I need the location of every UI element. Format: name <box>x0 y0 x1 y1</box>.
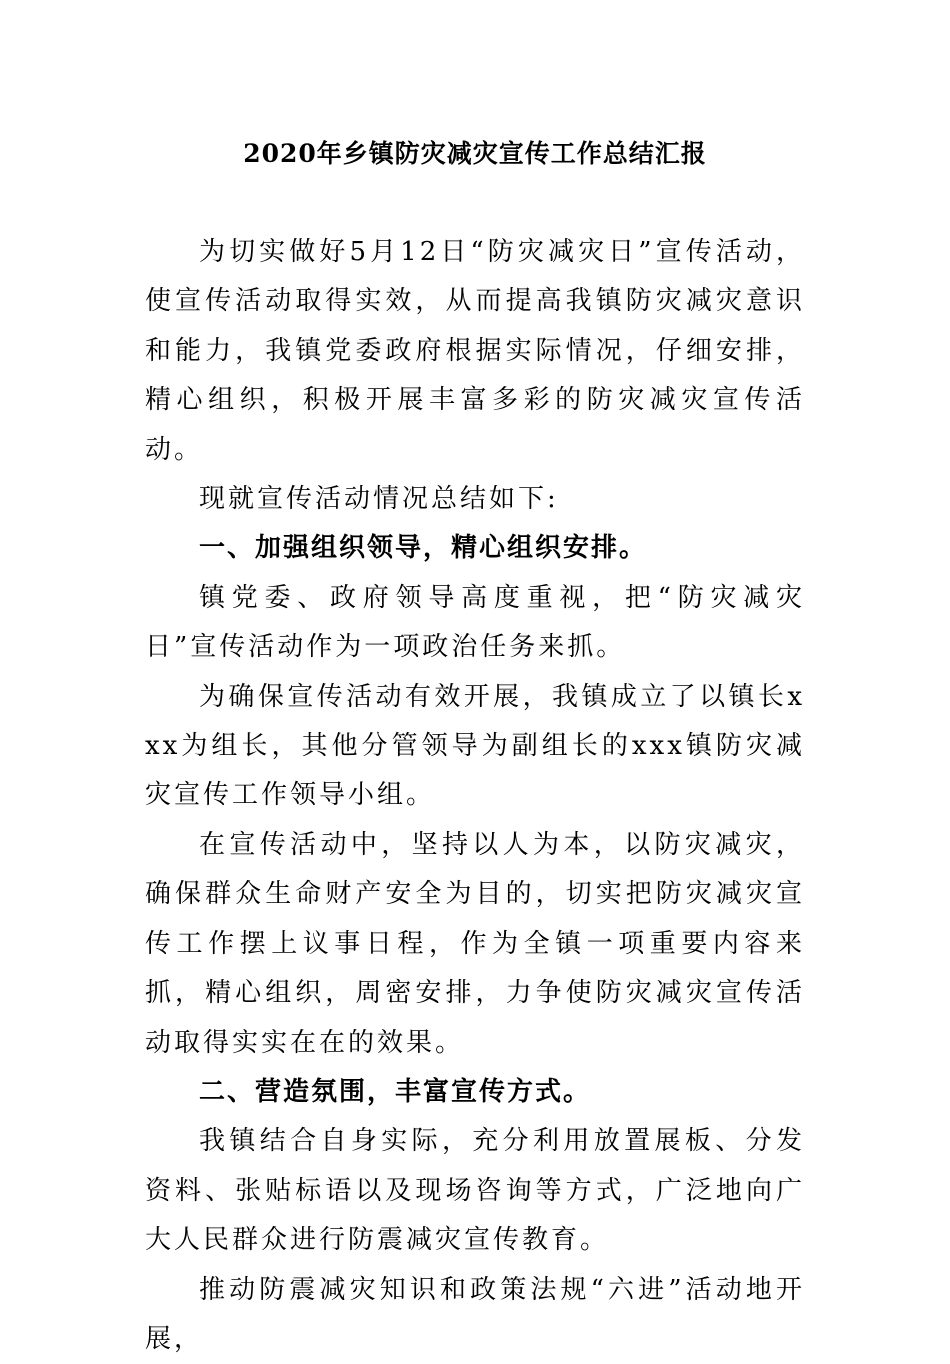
document-body <box>145 228 805 1364</box>
document-title: 2020年乡镇防灾减灾宣传工作总结汇报 <box>243 139 707 168</box>
section-heading-2: 二、营造氛围，丰富宣传方式。 <box>199 1076 592 1107</box>
section-heading-1: 一、加强组织领导，精心组织安排。 <box>199 533 648 564</box>
paragraph-six-entries: 推动防震减灾知识和政策法规“六进”活动地开展， <box>145 1274 805 1354</box>
paragraph-working-group: 为确保宣传活动有效开展，我镇成立了以镇长xxx为组长，其他分管领导为副组长的xxx镇防灾减灾宣传工作领导小组。 <box>145 681 805 811</box>
paragraph-methods: 我镇结合自身实际，充分利用放置展板、分发资料、张贴标语以及现场咨询等方式，广泛地向广大人民群众进行防震减灾宣传教育。 <box>145 1126 805 1256</box>
paragraph-leadership: 镇党委、政府领导高度重视，把“防灾减灾日”宣传活动作为一项政治任务来抓。 <box>145 582 805 663</box>
paragraph-intro: 为切实做好5月12日“防灾减灾日”宣传活动，使宣传活动取得实效，从而提高我镇防灾减灾意识和能力，我镇党委政府根据实际情况，仔细安排，精心组织，积极开展丰富多彩的防灾减灾宣传活动。 <box>145 237 805 465</box>
paragraph-summary-lead: 现就宣传活动情况总结如下: <box>199 484 559 515</box>
paragraph-people-first: 在宣传活动中，坚持以人为本，以防灾减灾，确保群众生命财产安全为目的，切实把防灾减灾宣传工作摆上议事日程，作为全镇一项重要内容来抓，精心组织，周密安排，力争使防灾减灾宣传活动取得实实在在的效果。 <box>145 829 805 1058</box>
